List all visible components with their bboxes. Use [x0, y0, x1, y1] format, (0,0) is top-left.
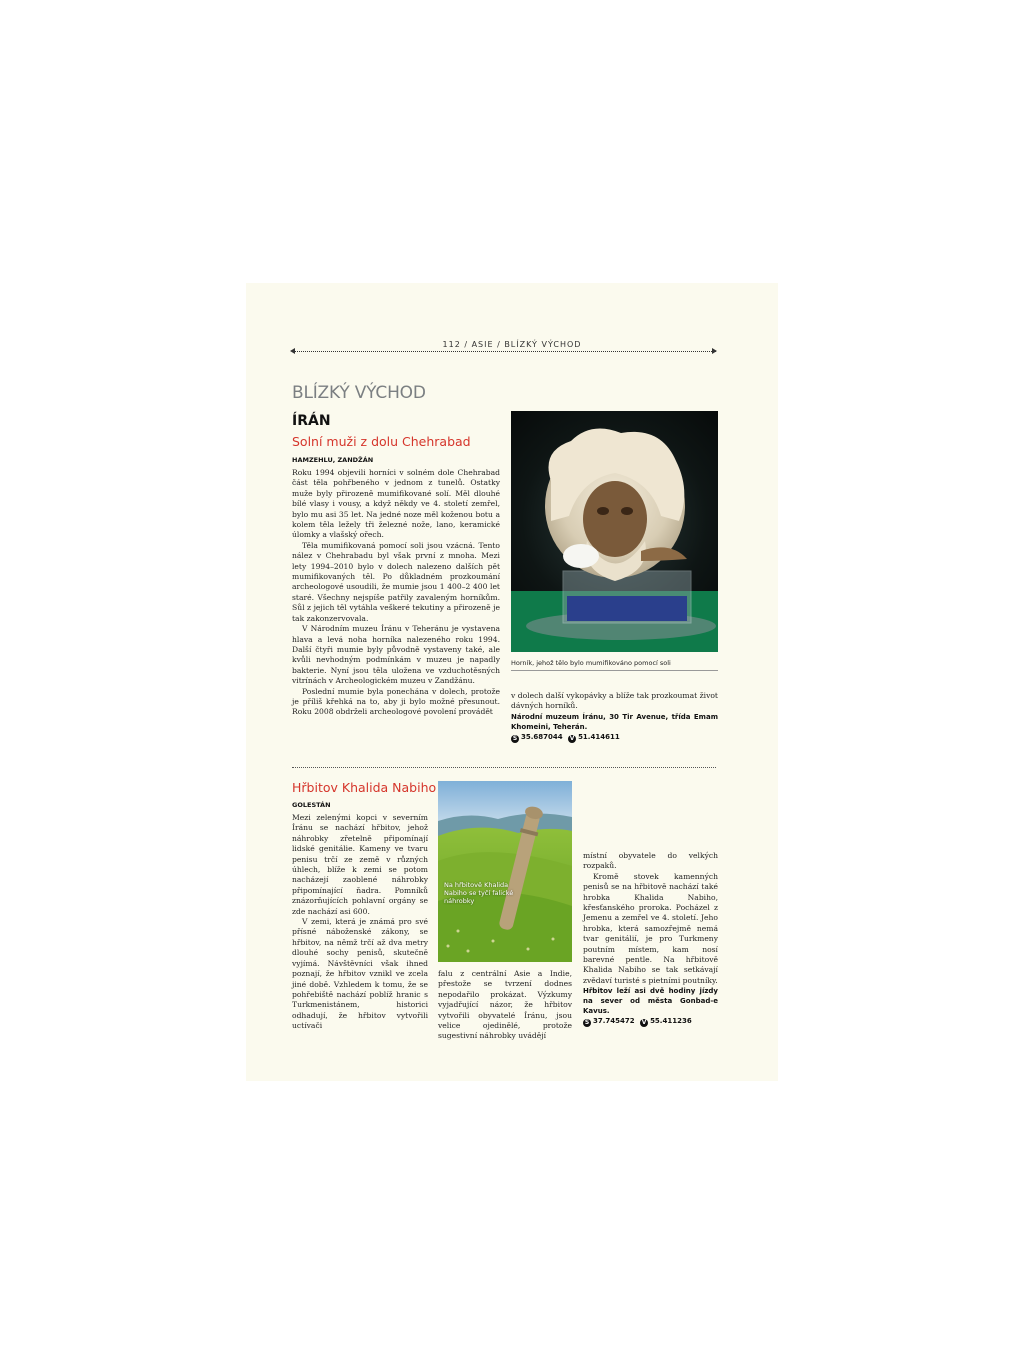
article1-gps: [511, 732, 718, 743]
gps-lon: 51.414611: [578, 732, 620, 741]
article1-place: HAMZEHLU, ZANDŽÁN: [292, 456, 374, 464]
gps-lat: 35.687044: [521, 732, 563, 741]
photo1-caption: Horník, jehož tělo bylo mumifikováno pomocí soli: [511, 659, 718, 671]
cemetery-illustration: [438, 781, 572, 962]
article2-paragraph: V zemi, která je známá pro své přísné náboženské zákony, se hřbitov, na němž trčí až dva metry dlouhé sochy penisů, skutečně vyjímá. Návštěvníci však ihned poznají, že hřbitov vznikl ve zcela jiné době. Vzhledem k tomu, že se pohřebiště nachází poblíž hranic s Turkmenistánem, historici odhadují, že hřbitov vytvořili uctívači: [292, 917, 428, 1031]
article2-col2-text: falu z centrální Asie a Indie, přestože se tvrzení dodnes nepodařilo prokázat. Výzkumy vyjadřující názor, že hřbitov vytvořili obyvatelé Íránu, jsou velice ojedinělé, protože sugestivní náhrobky uvádějí: [438, 969, 572, 1041]
header-rule: [292, 351, 716, 353]
cemetery-photo: [438, 781, 572, 962]
gps-s-icon: S: [512, 734, 518, 742]
article1-address: Národní muzeum Íránu, 30 Tir Avenue, třída Emam Khomeini, Teherán.: [511, 712, 718, 731]
country-heading: ÍRÁN: [292, 413, 331, 429]
article1-title: Solní muži z dolu Chehrabad: [292, 434, 471, 449]
article1-continuation: [511, 691, 718, 743]
article2-place: GOLESTÁN: [292, 801, 331, 809]
salt-mummy-illustration: [511, 411, 718, 652]
article2-col3: [583, 851, 718, 1027]
gps-v-icon: V: [641, 1019, 647, 1027]
article2-col2: [438, 969, 572, 1042]
photo2-caption: Na hřbitově Khalida Nabiho se tyčí falické náhrobky: [444, 881, 514, 905]
gps-v-icon: V: [569, 734, 575, 742]
running-head: 112 / ASIE / BLÍZKÝ VÝCHOD: [442, 340, 582, 349]
article1-paragraph: Těla mumifikovaná pomocí soli jsou vzácná. Tento nález v Chehrabadu byl však první z mnoha. Mezi lety 1994–2010 bylo v dolech nalezeno dalších pět mumifikovaných těl. Po důkladném prozkoumání archeologové usoudili, že mumie jsou 1 400–2 400 let staré. Všechny nejspíše patřily zavaleným horníkům. Sůl z jejich těl vytáhla veškeré tekutiny a přirozeně je tak zakonzervovala.: [292, 540, 500, 623]
article2-address: Hřbitov leží asi dvě hodiny jízdy na sever od města Gonbad-e Kavus.: [583, 987, 718, 1016]
section-title: BLÍZKÝ VÝCHOD: [292, 383, 426, 403]
article2-gps: [583, 1016, 718, 1027]
article2-paragraph: místní obyvatele do velkých rozpaků.: [583, 851, 718, 871]
section-divider: [292, 767, 716, 768]
article1-paragraph: V Národním muzeu Íránu v Teheránu je vystavena hlava a levá noha horníka nalezeného roku 1994. Další čtyři mumie byly původně vystaveny také, ale kvůli nevhodným podmínkám v muzeu je napadly bakterie. Nyní jsou těla uložena ve vzduchotěsných vitrínách v Archeologickém muzeu v Zandžánu.: [292, 624, 500, 686]
article2-col1: [292, 813, 428, 1032]
article2-paragraph: Kromě stovek kamenných penisů se na hřbitově nachází také hrobka Khalida Nabiho, křesťanského proroka. Pocházel z Jemenu a zemřel ve 4. století. Jeho hrobka, která samozřejmě nemá tvar genitálií, je pro Turkmeny poutním místem, kam nosí barevné pentle. Na hřbitově Khalida Nabiho se tak setkávají zvědaví turisté s pietními poutníky.: [583, 871, 718, 985]
article2-paragraph: Mezi zelenými kopci v severním Íránu se nachází hřbitov, jehož náhrobky zřetelně připomínají lidské genitálie. Kameny ve tvaru penisu trčí ze země v různých úhlech, blíže k zemi se potom nacházejí zaoblené náhrobky připomínající ňadra. Pomníků znázorňujících pohlavní orgány se zde nachází asi 600.: [292, 813, 428, 916]
gps-lon: 55.411236: [650, 1017, 692, 1026]
gps-s-icon: S: [584, 1019, 590, 1027]
book-page: [246, 283, 778, 1081]
article2-title: Hřbitov Khalida Nabiho: [292, 780, 437, 795]
article1-continuation-text: v dolech další vykopávky a blíže tak prozkoumat život dávných horníků.: [511, 691, 718, 711]
article1-body: [292, 468, 500, 718]
article1-paragraph: Roku 1994 objevili horníci v solném dole Chehrabad část těla pohřbeného v jednom z tunelů. Ostatky muže byly přirozeně mumifikované solí. Měl dlouhé bílé vlasy i vousy, a když někdy ve 4. století zemřel, bylo mu asi 35 let. Na jedné noze měl koženou botu a kolem těla ležely tři železné nože, lano, keramické úlomky a vlašský ořech.: [292, 468, 500, 540]
article1-paragraph: Poslední mumie byla ponechána v dolech, protože je příliš křehká na to, aby ji bylo možné přesunout. Roku 2008 obdrželi archeologové povolení provádět: [292, 686, 500, 717]
gps-lat: 37.745472: [593, 1017, 635, 1026]
rule-arrow-right-icon: [712, 348, 717, 354]
salt-mummy-photo: [511, 411, 718, 652]
